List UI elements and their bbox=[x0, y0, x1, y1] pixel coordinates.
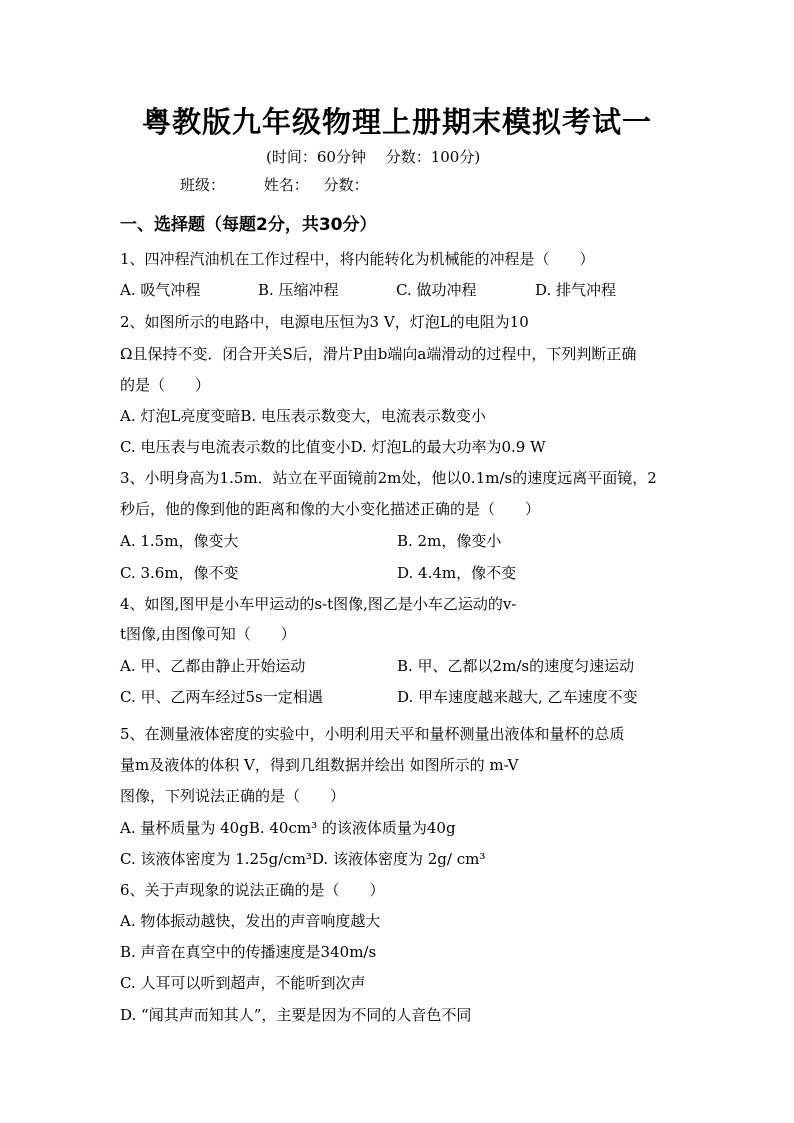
question-1-option-c: C. 做功冲程 bbox=[396, 281, 477, 299]
section-heading: 一、选择题（每题2分，共30分） bbox=[120, 215, 377, 235]
page-title: 粤教版九年级物理上册期末模拟考试一 bbox=[141, 105, 652, 139]
question-4-option-b: B. 甲、乙都以2m/s的速度匀速运动 bbox=[397, 657, 635, 675]
question-6-stem: 6、关于声现象的说法正确的是（ ） bbox=[120, 881, 385, 899]
exam-time-score: (时间：60分钟 分数：100分) bbox=[266, 148, 481, 166]
question-6-option-c: C. 人耳可以听到超声，不能听到次声 bbox=[120, 974, 366, 992]
question-4-option-c: C. 甲、乙两车经过5s一定相遇 bbox=[120, 688, 323, 706]
class-label: 班级： bbox=[180, 176, 226, 194]
question-5-stem-line3: 图像，下列说法正确的是（ ） bbox=[120, 787, 346, 805]
question-5-stem-line2: 量m及液体的体积 V，得到几组数据并绘出 如图所示的 m-V bbox=[120, 756, 519, 774]
question-6-option-d: D. “闻其声而知其人”，主要是因为不同的人音色不同 bbox=[120, 1006, 472, 1024]
name-label: 姓名： bbox=[263, 176, 309, 194]
question-2-stem-line1: 2、如图所示的电路中，电源电压恒为3 V，灯泡L的电阻为10 bbox=[120, 313, 529, 331]
question-4-stem-line2: t图像,由图像可知（ ） bbox=[120, 625, 296, 643]
question-5-stem-line1: 5、在测量液体密度的实验中，小明利用天平和量杯测量出液体和量杯的总质 bbox=[120, 725, 625, 743]
question-2-stem-line3: 的是（ ） bbox=[120, 376, 211, 394]
score-label: 分数： bbox=[323, 176, 369, 194]
question-3-stem-line1: 3、小明身高为1.5m．站立在平面镜前2m处，他以0.1m/s的速度远离平面镜，2 bbox=[120, 469, 657, 487]
question-4-option-a: A. 甲、乙都由静止开始运动 bbox=[120, 657, 306, 675]
question-6-option-b: B. 声音在真空中的传播速度是340m/s bbox=[120, 943, 377, 961]
question-6-option-a: A. 物体振动越快，发出的声音响度越大 bbox=[120, 912, 381, 930]
question-3-option-c: C. 3.6m，像不变 bbox=[120, 564, 239, 582]
question-1-option-a: A. 吸气冲程 bbox=[120, 281, 201, 299]
question-3-stem-line2: 秒后，他的像到他的距离和像的大小变化描述正确的是（ ） bbox=[120, 500, 541, 518]
question-4-option-d: D. 甲车速度越来越大, 乙车速度不变 bbox=[397, 688, 638, 706]
question-1-option-d: D. 排气冲程 bbox=[535, 281, 617, 299]
question-1-stem: 1、四冲程汽油机在工作过程中，将内能转化为机械能的冲程是（ ） bbox=[120, 250, 595, 268]
student-info-row bbox=[180, 174, 403, 195]
question-2-options-ab: A. 灯泡L亮度变暗B. 电压表示数变大，电流表示数变小 bbox=[120, 407, 486, 425]
question-5-options-cd: C. 该液体密度为 1.25g/cm³D. 该液体密度为 2g/ cm³ bbox=[120, 850, 486, 868]
question-2-options-cd: C. 电压表与电流表示数的比值变小D. 灯泡L的最大功率为0.9 W bbox=[120, 438, 546, 456]
question-3-option-b: B. 2m，像变小 bbox=[397, 532, 502, 550]
question-2-stem-line2: Ω且保持不变．闭合开关S后，滑片P由b端向a端滑动的过程中，下列判断正确 bbox=[120, 345, 637, 363]
question-5-options-ab: A. 量杯质量为 40gB. 40cm³ 的该液体质量为40g bbox=[120, 819, 456, 837]
question-3-option-d: D. 4.4m，像不变 bbox=[397, 564, 517, 582]
question-3-option-a: A. 1.5m，像变大 bbox=[120, 532, 239, 550]
question-1-option-b: B. 压缩冲程 bbox=[258, 281, 339, 299]
question-4-stem-line1: 4、如图,图甲是小车甲运动的s-t图像,图乙是小车乙运动的v- bbox=[120, 595, 517, 613]
